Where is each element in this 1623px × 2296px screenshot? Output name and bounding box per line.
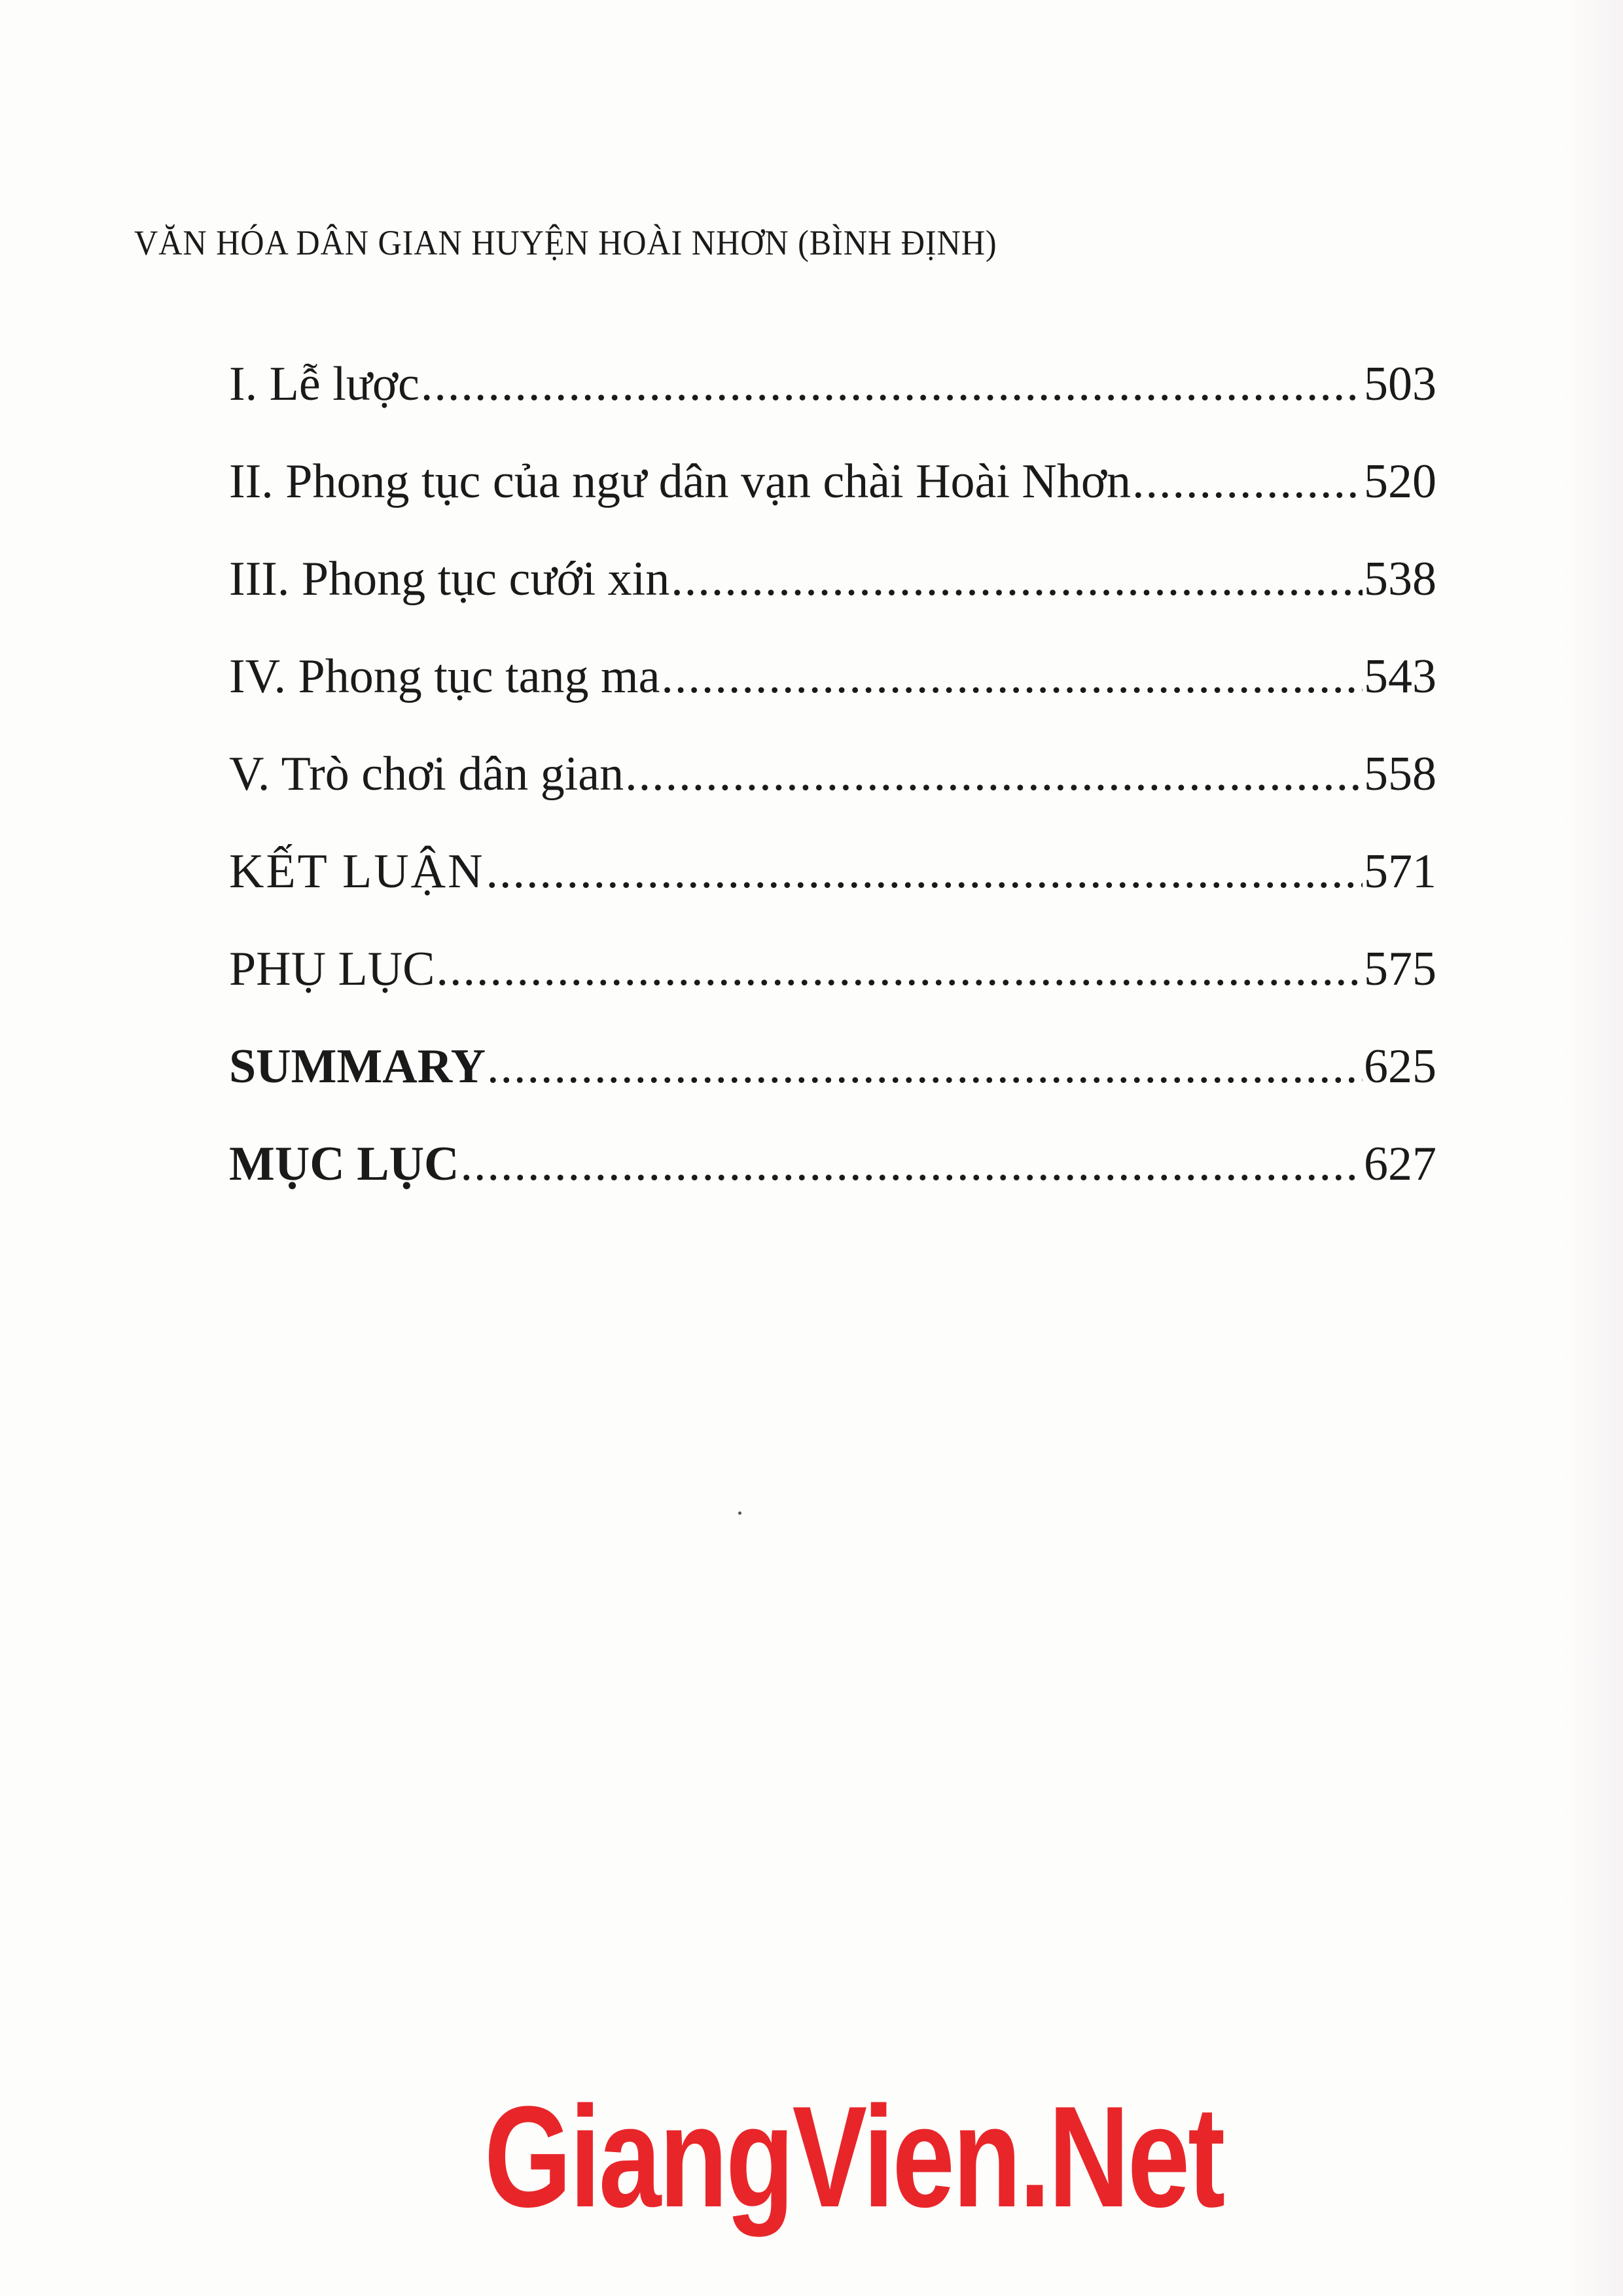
scan-speck: [738, 1511, 741, 1515]
toc-entry[interactable]: [229, 454, 1436, 552]
toc-entry-label: III. Phong tục cưới xin: [229, 552, 670, 606]
running-header: VĂN HÓA DÂN GIAN HUYỆN HOÀI NHƠN (BÌNH ĐỊNH): [134, 223, 997, 262]
toc-entry[interactable]: [229, 649, 1436, 747]
leader-dots: [486, 844, 1363, 900]
toc-entry-page: 571: [1364, 845, 1436, 898]
toc-entry[interactable]: [229, 844, 1436, 942]
toc-entry[interactable]: [229, 1039, 1436, 1137]
toc-entry-page: 503: [1364, 357, 1436, 411]
toc-entry-page: 558: [1364, 747, 1436, 801]
leader-dots: [671, 552, 1363, 607]
leader-dots: [1132, 454, 1363, 510]
leader-dots: [661, 649, 1363, 705]
toc-entry-label: V. Trò chơi dân gian: [229, 747, 624, 801]
table-of-contents: [229, 357, 1436, 1234]
toc-entry[interactable]: [229, 357, 1436, 454]
toc-entry-page: 627: [1364, 1137, 1436, 1191]
leader-dots: [421, 357, 1363, 412]
leader-dots: [460, 1137, 1363, 1192]
watermark: GiangVien.Net: [484, 2076, 1224, 2237]
toc-entry-label: SUMMARY: [229, 1040, 486, 1093]
toc-entry-page: 575: [1364, 942, 1436, 996]
toc-entry-label: KẾT LUẬN: [229, 845, 485, 898]
toc-entry[interactable]: [229, 552, 1436, 649]
toc-entry-label: PHỤ LỤC: [229, 942, 435, 996]
toc-entry-label: I. Lễ lược: [229, 357, 419, 411]
toc-entry-label: II. Phong tục của ngư dân vạn chài Hoài Nhơn: [229, 455, 1131, 508]
toc-entry[interactable]: [229, 1137, 1436, 1234]
toc-entry-page: 520: [1364, 455, 1436, 508]
toc-entry-label: IV. Phong tục tang ma: [229, 650, 660, 703]
leader-dots: [625, 747, 1363, 802]
toc-entry[interactable]: [229, 747, 1436, 844]
toc-entry-label: MỤC LỤC: [229, 1137, 459, 1191]
leader-dots: [437, 942, 1363, 997]
leader-dots: [487, 1039, 1363, 1095]
page-edge-shadow: [1564, 0, 1623, 2296]
toc-entry-page: 538: [1364, 552, 1436, 606]
toc-entry[interactable]: [229, 942, 1436, 1039]
toc-entry-page: 625: [1364, 1040, 1436, 1093]
toc-entry-page: 543: [1364, 650, 1436, 703]
